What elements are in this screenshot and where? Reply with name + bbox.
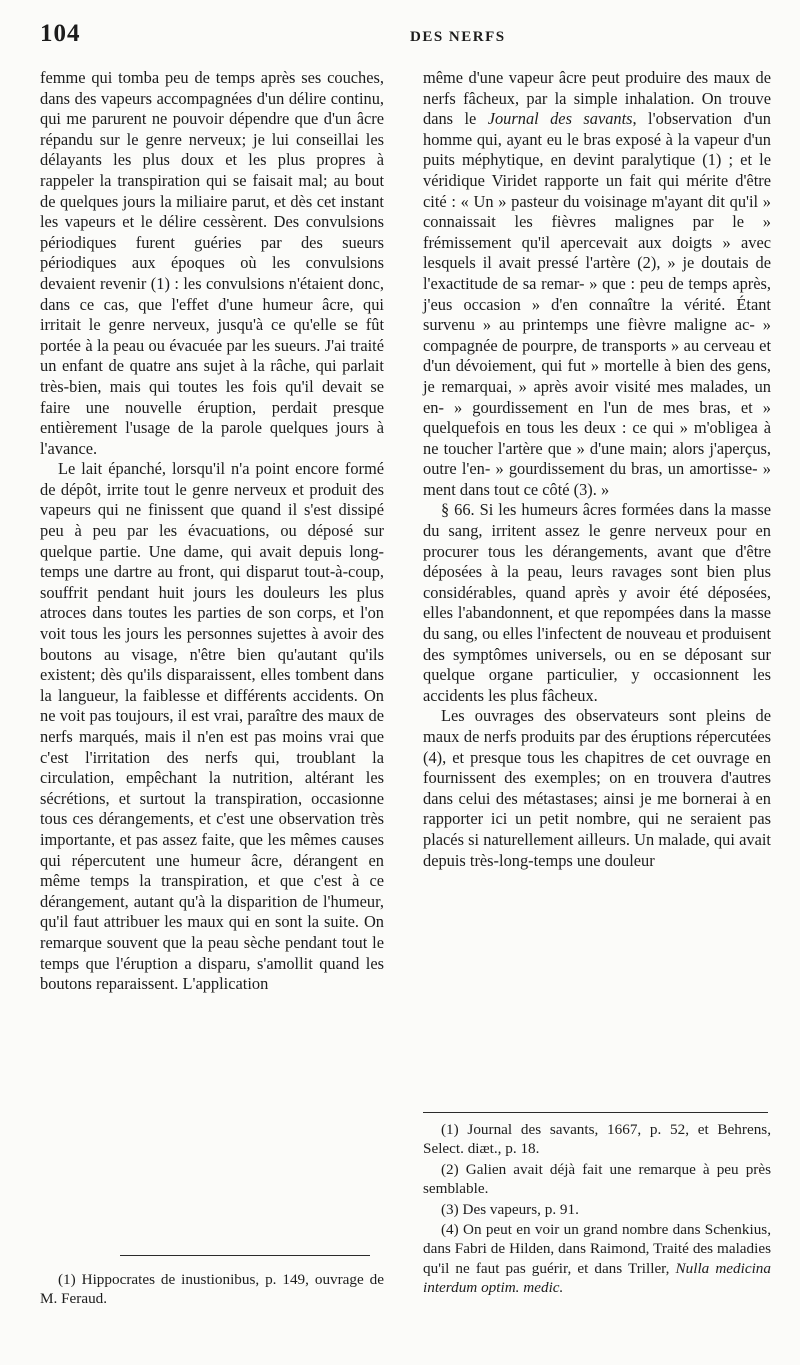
- footnote: (3) Des vapeurs, p. 91.: [441, 1200, 579, 1218]
- footnote-italic-title: Nulla medicina interdum optim. medic.: [423, 1259, 771, 1297]
- paragraph: Le lait épanché, lorsqu'il n'a point encore formé de dépôt, irrite tout le genre nerveux et produit des vapeurs qui ne finissent que quand il s'est dissipé peu à peu par les évacuations, ou déposé sur quelque partie. Une dame, qui avait depuis long-temps une dartre au front, qui disparut tout-à-coup, souffrit pendant huit jours les douleurs les plus atroces dans toutes les parties de son corps, et l'on voit tous les jours les personnes sujettes à avoir des boutons au visage, n'être bien qu'autant qu'ils existent; dès qu'ils disparaissent, elles tombent dans la langueur, la faiblesse et différents accidents. On ne voit pas toujours, il est vrai, paraître des maux de nerfs marqués, mais il n'en est pas moins vrai que c'est l'irritation des nerfs qui, troublant la circulation, empêchant la nutrition, altérant les sécrétions, et surtout la transpiration, occasionne tous ces dérangements, et c'est une observation très importante, et pas assez faite, que les mêmes causes qui répercutent une humeur âcre, dérangent en même temps la transpiration, et que c'est à ce dérangement, autant qu'à la disparition de l'humeur, qu'il faut attribuer les maux qui en sont la suite. On remarque souvent que la peau sèche pendant tout le temps que l'éruption a disparu, s'amollit quand les boutons reparaissent. L'application: [40, 459, 384, 994]
- footnotes-left: [40, 1270, 384, 1310]
- journal-title: Journal des savants: [487, 109, 633, 129]
- paragraph-text: même d'une vapeur âcre peut produire des maux de nerfs fâcheux, par la simple inhalation. On trouve dans le: [423, 68, 771, 129]
- left-column: [40, 68, 384, 995]
- footnote-text: (4) On peut en voir un grand nombre dans Schenkius, dans Fabri de Hilden, dans Raimond, Traité des maladies qu'il ne faut pas guérir, et dans Triller,: [423, 1221, 771, 1277]
- footnote-divider: [423, 1112, 768, 1113]
- footnotes-right: [423, 1120, 771, 1299]
- footnote: (1) Hippocrates de inustionibus, p. 149, ouvrage de M. Feraud.: [40, 1271, 384, 1308]
- footnote: [423, 1220, 771, 1298]
- paragraph: [423, 68, 771, 500]
- page-number: 104: [40, 20, 81, 47]
- running-head: DES NERFS: [410, 29, 506, 45]
- right-column: [423, 68, 771, 871]
- footnote: (2) Galien avait déjà fait une remarque à peu près semblable.: [423, 1160, 771, 1198]
- paragraph: Les ouvrages des observateurs sont pleins de maux de nerfs produits par des éruptions répercutées (4), et presque tous les chapitres de cet ouvrage en fournissent des exemples; on en trouvera d'autres dans celui des métastases; ainsi je me bornerai à en rapporter ici un petit nombre, qui ne seraient pas placés si naturellement ailleurs. Un malade, qui avait depuis très-long-temps une douleur: [423, 706, 771, 870]
- page-header: [40, 20, 760, 56]
- paragraph-text: , l'observation d'un homme qui, ayant eu le bras exposé à la vapeur d'un puits méphytique, en devint paralytique (1) ; et le véridique Viridet rapporte un fait qui mérite d'être cité : « Un » pasteur du voisinage m'ayant dit qu'il » connaissait les fièvres malignes par le » frémissement qu'il apercevait aux doigts » avec lesquels il avait pressé l'artère (2), » je doutais de l'exactitude de sa remar- » que : peu de temps après, j'eus occasion » d'en connaître la vérité. Étant survenu » au printemps une fièvre maligne ac- » compagnée de pourpre, de transports » au cerveau et d'un dévoiement, qui fut » mortelle à bien des gens, je remarquai, » après avoir visité mes malades, un en- » gourdissement en l'un de mes bras, et » quelquefois en tous les deux : ce qui » m'obligea à ne toucher l'artère que » d'une main; alors j'aperçus, outre l'en- » gourdissement du bras, un amortisse- » ment dans tout ce côté (3). »: [423, 109, 771, 499]
- footnote: (1) Journal des savants, 1667, p. 52, et Behrens, Select. diæt., p. 18.: [423, 1121, 771, 1158]
- paragraph: § 66. Si les humeurs âcres formées dans la masse du sang, irritent assez le genre nerveux pour en procurer tous les dérangements, avant que d'être déposées à la peau, leurs ravages sont bien plus considérables, quand après y avoir été déposées, elles l'abandonnent, et que repompées dans la masse du sang, ou elles l'infectent de nouveau et produisent des symptômes universels, ou en se déposant sur quelque organe particulier, y occasionnent les accidents les plus fâcheux.: [423, 500, 771, 705]
- paragraph: femme qui tomba peu de temps après ses couches, dans des vapeurs accompagnées d'un délire continu, qui me parurent ne pouvoir dépendre que d'un âcre répandu sur le genre nerveux; je lui conseillai les délayants les plus doux et les plus propres à rappeler la transpiration qui se faisait mal; au bout de quelques jours la miliaire parut, et dès cet instant les vapeurs et le délire cessèrent. Des convulsions périodiques furent guéries par des sueurs périodiques aux époques où les convulsions devaient revenir (1) : les convulsions n'étaient donc, dans ce cas, que l'effet d'une humeur âcre, qui irritait le genre nerveux, jusqu'à ce qu'elle se fût portée à la peau ou évacuée par les sueurs. J'ai traité un enfant de quatre ans sujet à la râche, qui parlait très-bien, mais qui toutes les fois qu'il devait se faire une nouvelle éruption, perdait presque entièrement l'usage de la parole quelques jours à l'avance.: [40, 68, 384, 458]
- footnote-divider: [120, 1255, 370, 1256]
